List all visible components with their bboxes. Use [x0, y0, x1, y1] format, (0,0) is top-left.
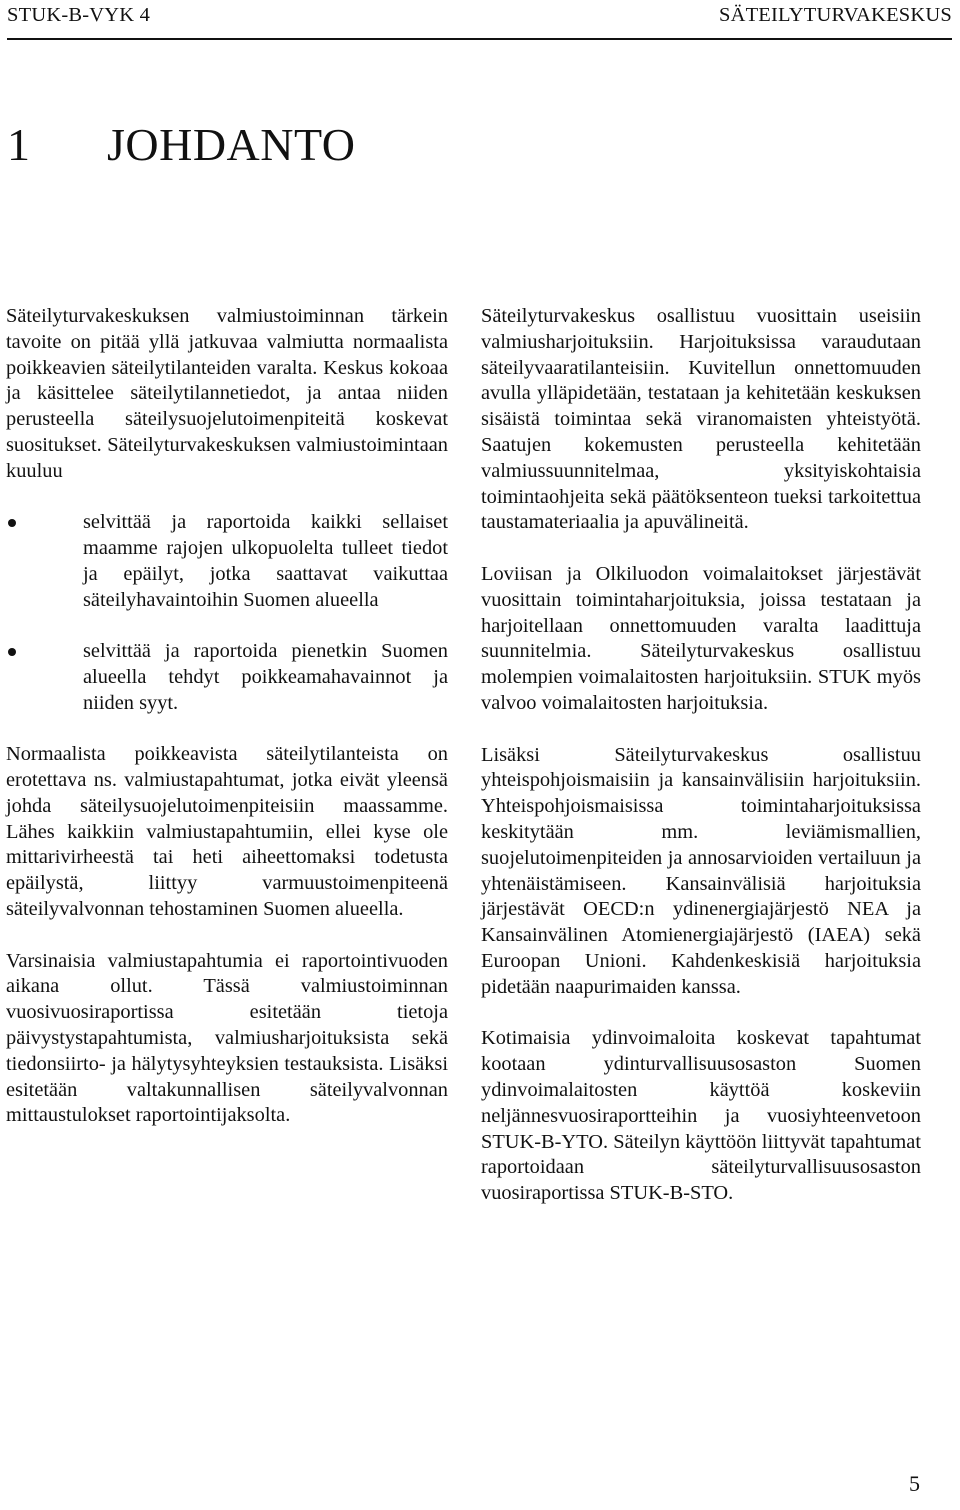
left-column: [6, 304, 448, 1155]
paragraph: Säteilyturvakeskuksen valmiustoiminnan tärkein tavoite on pitää yllä jatkuvaa valmiutta normaalista poikkeavien säteilytilanteiden varalta. Keskus kokoaa ja käsittelee säteilytilannetiedot, ja antaa niiden perusteella säteilysuojelutoimenpiteitä koskevat suositukset. Säteilyturvakeskuksen valmiustoimintaan kuuluu: [6, 305, 448, 482]
list-item-text: selvittää ja raportoida kaikki sellaiset maamme rajojen ulkopuolelta tulleet tiedot ja epäilyt, jotka saattavat vaikuttaa säteilyhavaintoihin Suomen alueella: [83, 511, 448, 611]
paragraph: Normaalista poikkeavista säteilytilanteista on erotettava ns. valmiustapahtumat, jotka eivät yleensä johda säteilysuojelutoimenpiteisiin maassamme. Lähes kaikkiin valmiustapahtumiin, ellei kyse ole mittarivirheestä tai heti aiheettomaksi todetusta epäilystä, liittyy varmuustoimenpiteenä säteilyvalvonnan tehostaminen Suomen alueella.: [6, 743, 448, 920]
page-number: 5: [909, 1471, 920, 1496]
bullet-list: [6, 510, 448, 716]
paragraph: Loviisan ja Olkiluodon voimalaitokset järjestävät vuosittain toimintaharjoituksia, joissa testataan ja harjoitellaan onnettomuuden varalta laadittuja suunnitelmia. Säteilyturvakeskus osallistuu molempien voimalaitosten harjoituksiin. STUK myös valvoo voimalaitosten harjoituksia.: [481, 562, 921, 714]
running-header: [7, 0, 952, 40]
chapter-number: 1: [7, 119, 31, 170]
list-item: [6, 639, 448, 716]
chapter-heading: [7, 118, 356, 171]
paragraph: Säteilyturvakeskus osallistuu vuosittain useisiin valmiusharjoituksiin. Harjoituksissa varaudutaan säteilyvaaratilanteisiin. Kuvitellun onnettomuuden avulla ylläpidetään, testataan ja kehitetään keskuksen sisäistä toimintaa sekä viranomaisten yhteistyötä. Saatujen kokemusten perusteella kehitetään valmiussuunnitelmaa, yksityiskohtaisia toimintaohjeita sekä päätöksenteon tueksi tarkoitettua taustamateriaalia ja apuvälineitä.: [481, 305, 921, 534]
bullet-icon: [8, 519, 16, 527]
paragraph: Kotimaisia ydinvoimaloita koskevat tapahtumat kootaan ydinturvallisuusosaston Suomen ydinvoimalaitosten käyttöä koskeviin neljännesvuosiraportteihin ja vuosiyhteenvetoon STUK-B-YTO. Säteilyn käyttöön liittyvät tapahtumat raportoidaan säteilyturvallisuusosaston vuosiraportissa STUK-B-STO.: [481, 1027, 921, 1205]
paragraph: Lisäksi Säteilyturvakeskus osallistuu yhteispohjoismaisiin ja kansainvälisiin harjoituksiin. Yhteispohjoismaisissa toimintaharjoituksissa keskitytään mm. leviämismallien, suojelutoimenpiteiden ja annosarvioiden vertailuun ja yhtenäistämiseen. Kansainvälisiä harjoituksia järjestävät OECD:n ydinenergiajärjestö NEA ja Kansainvälinen Atomienergiajärjestö (IAEA) sekä Euroopan Unioni. Kahdenkeskisiä harjoituksia pidetään naapurimaiden kanssa.: [481, 743, 921, 998]
header-organization: SÄTEILYTURVAKESKUS: [718, 4, 952, 26]
list-item-text: selvittää ja raportoida pienetkin Suomen alueella tehdyt poikkeamahavainnot ja niiden syyt.: [83, 640, 448, 714]
bullet-icon: [8, 648, 16, 656]
header-report-id: STUK-B-VYK 4: [7, 4, 151, 26]
list-item: [6, 510, 448, 613]
right-column: [481, 304, 921, 1233]
chapter-title: JOHDANTO: [107, 119, 356, 170]
paragraph: Varsinaisia valmiustapahtumia ei raportointivuoden aikana ollut. Tässä valmiustoiminnan vuosivuosiraportissa esitetään tietoja päivystystapahtumista, valmiusharjoituksista sekä tiedonsiirto- ja hälytysyhteyksien testauksista. Lisäksi esitetään valtakunnallisen säteilyvalvonnan mittaustulokset raportointijaksolta.: [6, 949, 448, 1127]
